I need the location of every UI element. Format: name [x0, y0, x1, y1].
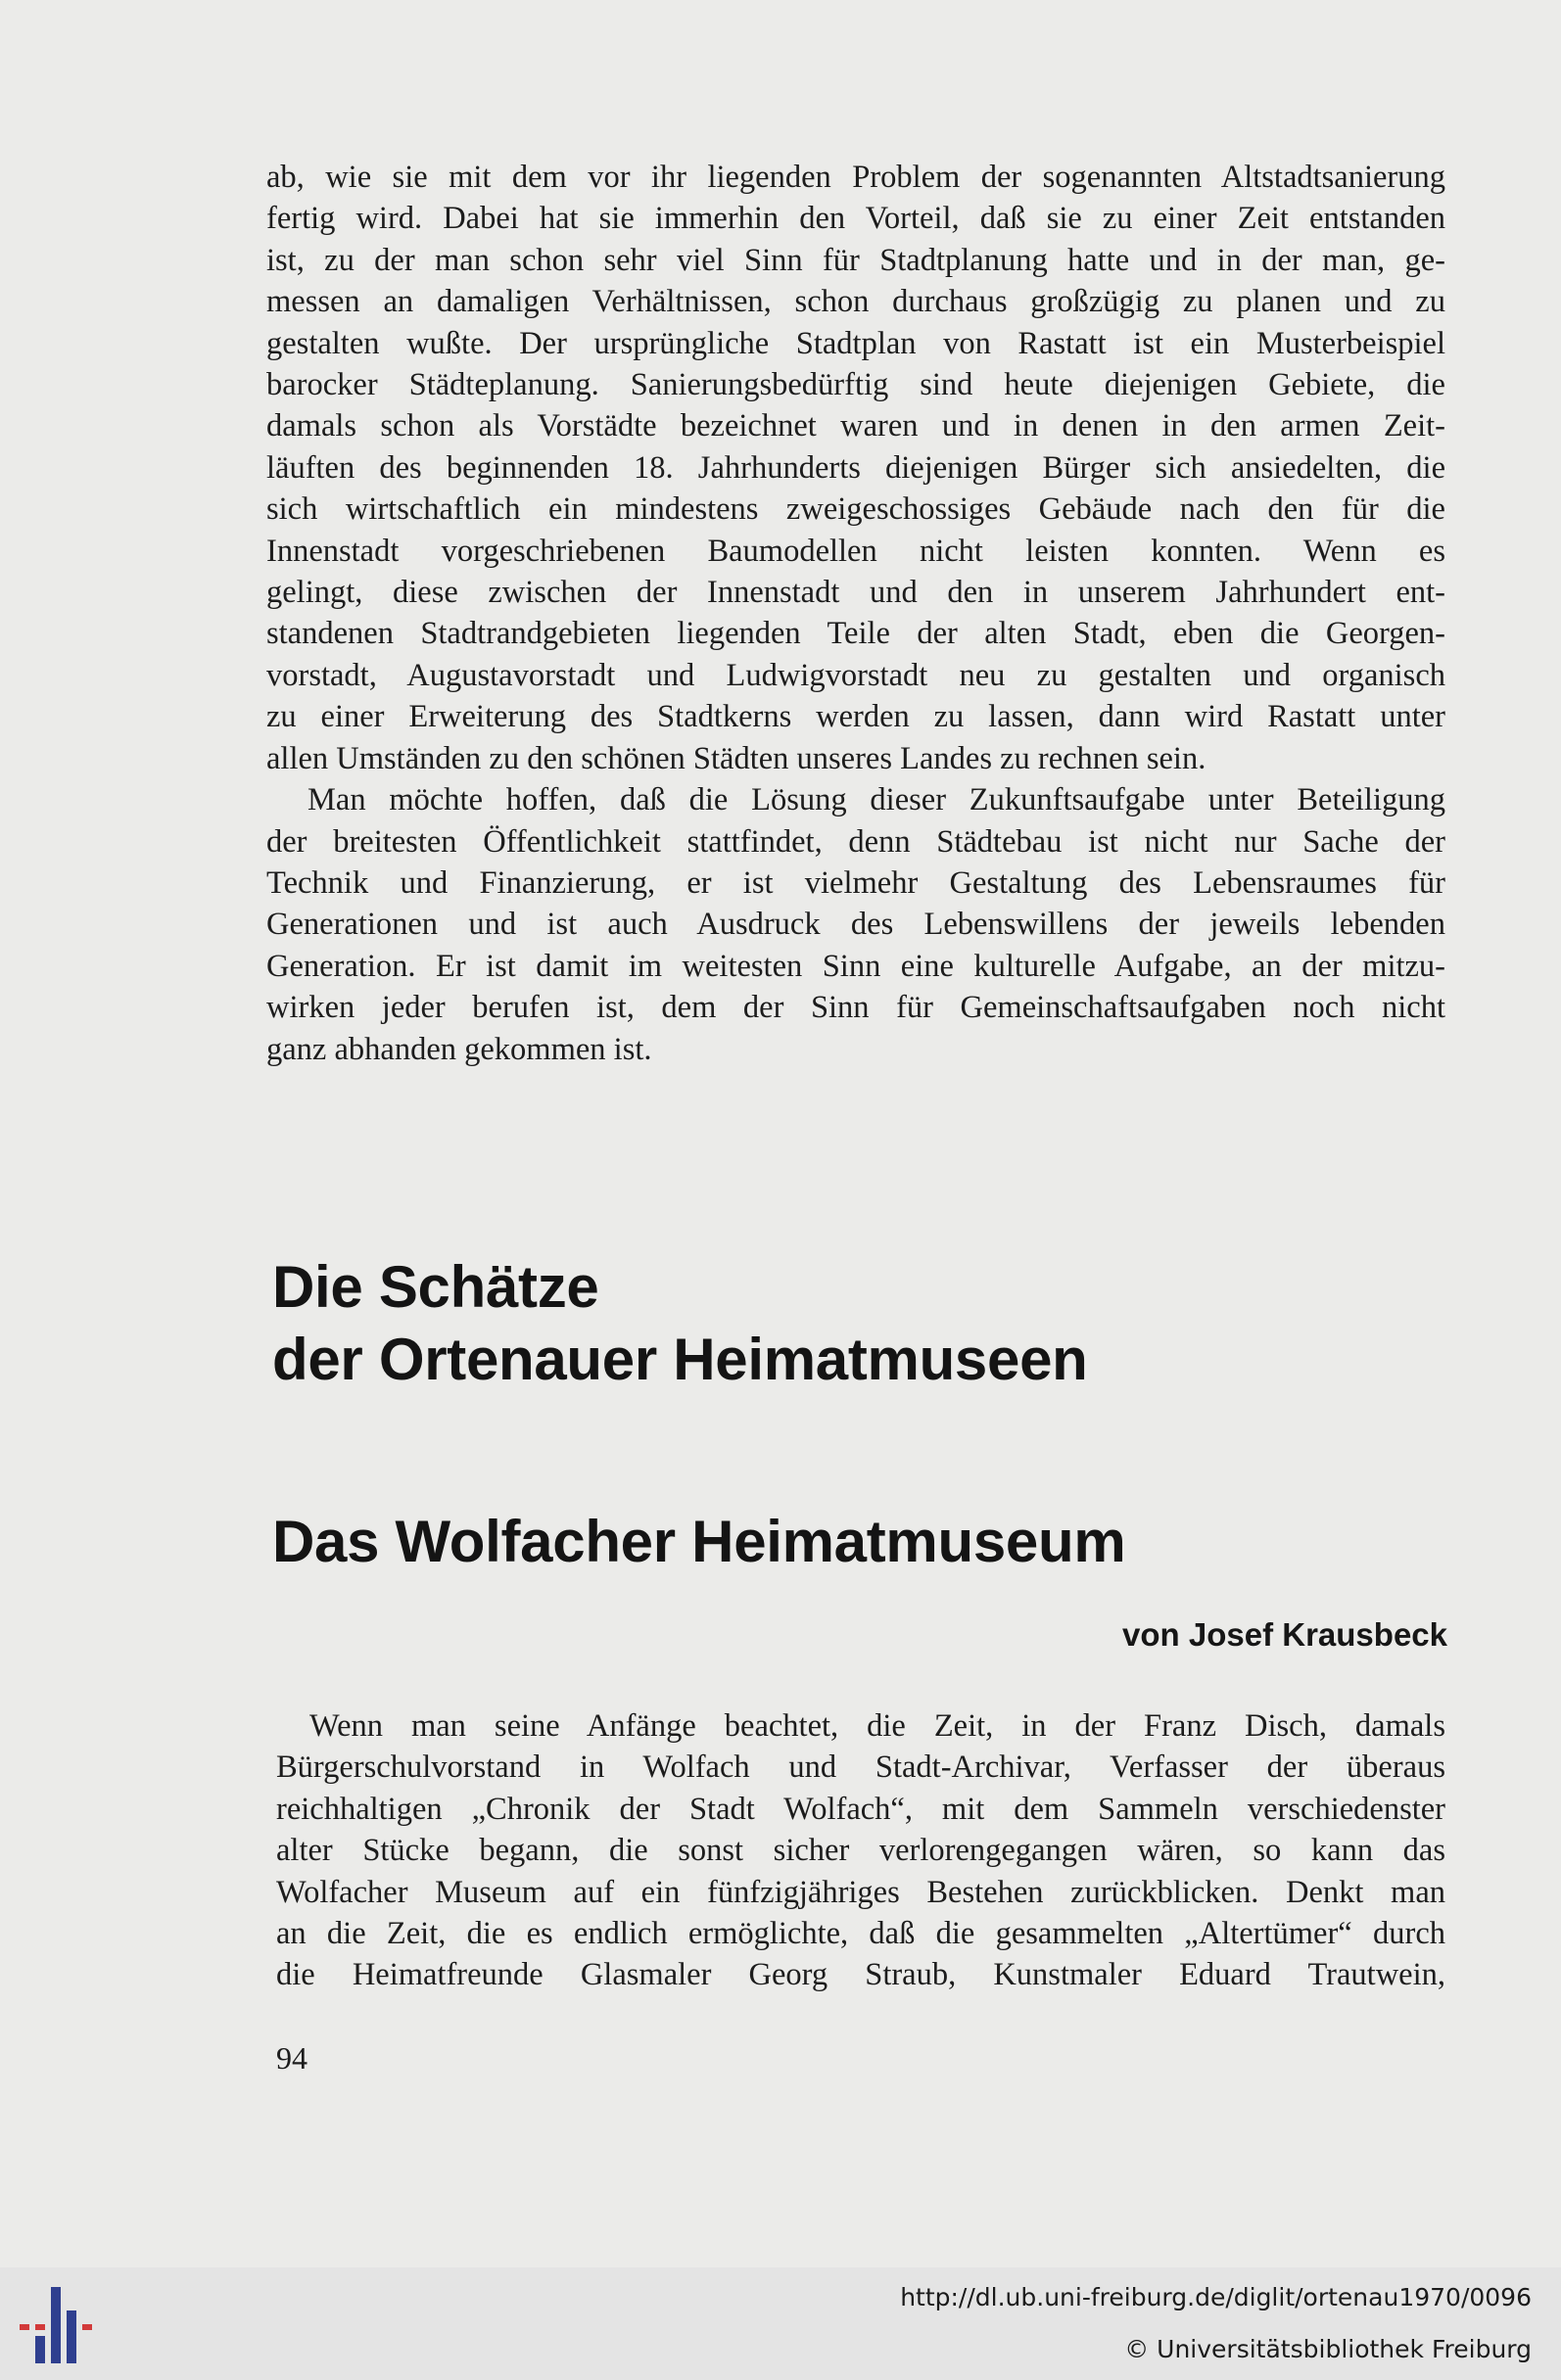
author-byline: von Josef Krausbeck — [1122, 1616, 1447, 1653]
text-line: der breitesten Öffentlichkeit stattfindet, denn Städtebau ist nicht nur Sache der — [266, 823, 1445, 860]
text-line: barocker Städteplanung. Sanierungsbedürftig sind heute diejenigen Gebiete, die — [266, 367, 1445, 403]
text-line: an die Zeit, die es endlich ermöglichte, daß die gesammelten „Altertümer“ durch — [276, 1916, 1445, 1952]
new-article-text — [276, 1705, 1445, 1996]
text-line: ist, zu der man schon sehr viel Sinn für Stadtplanung hatte und in der man, ge- — [266, 242, 1445, 278]
paragraph — [266, 157, 1445, 779]
section-title — [272, 1251, 1088, 1396]
text-line: sich wirtschaftlich ein mindestens zweigeschossiges Gebäude nach den für die — [266, 491, 1445, 528]
text-line: standenen Stadtrandgebieten liegenden Teile der alten Stadt, eben die Georgen- — [266, 616, 1445, 652]
text-line: ab, wie sie mit dem vor ihr liegenden Problem der sogenannten Altstadtsanierung — [266, 160, 1445, 195]
text-line: die Heimatfreunde Glasmaler Georg Straub, Kunstmaler Eduard Trautwein, — [276, 1957, 1445, 1993]
text-line: alter Stücke begann, die sonst sicher verlorengegangen wären, so kann das — [276, 1833, 1445, 1869]
article-title: Das Wolfacher Heimatmuseum — [272, 1509, 1126, 1574]
text-line: damals schon als Vorstädte bezeichnet waren und in denen in den armen Zeit- — [266, 408, 1445, 444]
text-line: Generationen und ist auch Ausdruck des Lebenswillens der jeweils lebenden — [266, 907, 1445, 943]
section-title-line: der Ortenauer Heimatmuseen — [272, 1327, 1088, 1392]
text-line: reichhaltigen „Chronik der Stadt Wolfach“, mit dem Sammeln verschiedenster — [276, 1791, 1445, 1827]
text-line: zu einer Erweiterung des Stadtkerns werden zu lassen, dann wird Rastatt unter — [266, 699, 1445, 735]
text-line: ganz abhanden gekommen ist. — [266, 1031, 652, 1067]
text-line: Wenn man seine Anfänge beachtet, die Zeit, in der Franz Disch, damals — [309, 1708, 1445, 1744]
text-line: allen Umständen zu den schönen Städten unseres Landes zu rechnen sein. — [266, 740, 1206, 776]
page-number: 94 — [276, 2040, 307, 2076]
text-line: Innenstadt vorgeschriebenen Baumodellen nicht leisten konnten. Wenn es — [266, 533, 1445, 569]
text-line: gestalten wußte. Der ursprüngliche Stadtplan von Rastatt ist ein Musterbeispiel — [266, 325, 1445, 361]
section-title-line: Die Schätze — [272, 1254, 599, 1320]
text-line: vorstadt, Augustavorstadt und Ludwigvorstadt neu zu gestalten und organisch — [266, 657, 1445, 693]
library-logo-icon — [18, 2281, 96, 2369]
text-line: Man möchte hoffen, daß die Lösung dieser Zukunftsaufgabe unter Beteiligung — [307, 782, 1445, 818]
text-line: messen an damaligen Verhältnissen, schon durchaus großzügig zu planen und zu — [266, 284, 1445, 320]
text-line: Wolfacher Museum auf ein fünfzigjähriges Bestehen zurückblicken. Denkt man — [276, 1874, 1445, 1910]
copyright-notice: © Universitätsbibliothek Freiburg — [1124, 2335, 1532, 2363]
paragraph — [276, 1705, 1445, 1996]
text-line: wirken jeder berufen ist, dem der Sinn für Gemeinschaftsaufgaben noch nicht — [266, 990, 1445, 1026]
text-line: Generation. Er ist damit im weitesten Sinn eine kulturelle Aufgabe, an der mitzu- — [266, 948, 1445, 984]
source-url[interactable]: http://dl.ub.uni-freiburg.de/diglit/ortenau1970/0096 — [900, 2283, 1532, 2311]
text-line: Bürgerschulvorstand in Wolfach und Stadt-Archivar, Verfasser der überaus — [276, 1750, 1445, 1786]
article-end-text — [266, 157, 1445, 1070]
text-line: gelingt, diese zwischen der Innenstadt und den in unserem Jahrhundert ent- — [266, 575, 1445, 611]
text-line: Technik und Finanzierung, er ist vielmehr Gestaltung des Lebensraumes für — [266, 864, 1445, 901]
paragraph — [266, 779, 1445, 1070]
text-line: läuften des beginnenden 18. Jahrhunderts diejenigen Bürger sich ansiedelten, die — [266, 449, 1445, 486]
text-line: fertig wird. Dabei hat sie immerhin den Vorteil, daß sie zu einer Zeit entstanden — [266, 201, 1445, 237]
